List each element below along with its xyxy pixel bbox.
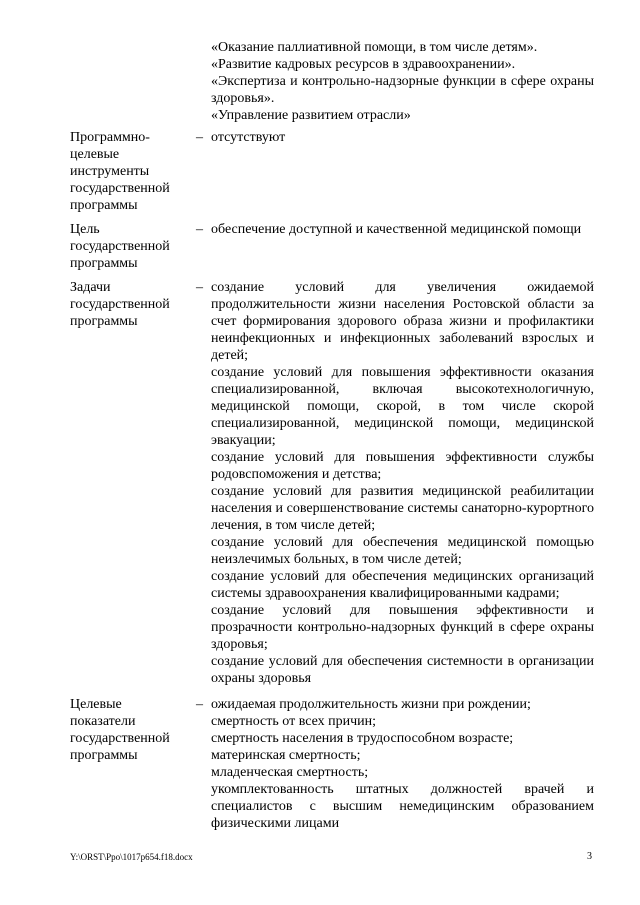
content-item: обеспечение доступной и качественной медицинской помощи bbox=[211, 222, 582, 237]
subprogram-line: «Развитие кадровых ресурсов в здравоохранении». bbox=[211, 57, 516, 72]
content-item: создание условий для повышения эффективности оказания специализированной, включая высокотехнологичную, медицинской помощи, скорой, в том числе скорой специализированной, медицинской помощи, медицинской эвакуации; bbox=[211, 365, 594, 448]
content-item: укомплектованность штатных должностей врачей и специалистов с высшим немедицинским образованием физическими лицами bbox=[211, 782, 594, 831]
subprogram-line: «Управление развитием отрасли» bbox=[211, 108, 411, 123]
section-label: Цель государственной программы bbox=[70, 222, 170, 271]
dash-separator: – bbox=[196, 130, 203, 145]
content-item: создание условий для увеличения ожидаемой продолжительности жизни населения Ростовской области за счет формирования здорового образа жизни и профилактики неинфекционных и инфекционных заболеваний взрослых и детей; bbox=[211, 280, 594, 363]
content-item: создание условий для повышения эффективности службы родовспоможения и детства; bbox=[211, 450, 594, 482]
section-label: Задачи государственной программы bbox=[70, 280, 170, 329]
content-item: материнская смертность; bbox=[211, 748, 361, 763]
content-item: создание условий для обеспечения медицинских организаций системы здравоохранения квалифицированными кадрами; bbox=[211, 569, 594, 601]
section-content bbox=[211, 221, 594, 238]
content-item: создание условий для развития медицинской реабилитации населения и совершенствование системы санаторно-курортного лечения, в том числе детей; bbox=[211, 484, 594, 533]
content-item: создание условий для обеспечения медицинской помощью неизлечимых больных, в том числе детей; bbox=[211, 535, 594, 567]
section-content bbox=[211, 129, 594, 146]
content-item: младенческая смертность; bbox=[211, 765, 369, 780]
dash-separator: – bbox=[196, 280, 203, 295]
content-item: создание условий для повышения эффективности и прозрачности контрольно-надзорных функций в сфере охраны здоровья; bbox=[211, 603, 594, 652]
content-item: ожидаемая продолжительность жизни при рождении; bbox=[211, 697, 531, 712]
content-item: смертность населения в трудоспособном возрасте; bbox=[211, 731, 514, 746]
section-content bbox=[211, 696, 594, 832]
section-content bbox=[211, 279, 594, 687]
section-label: Программно- целевые инструменты государственной программы bbox=[70, 130, 170, 213]
dash-separator: – bbox=[196, 222, 203, 237]
content-item: создание условий для обеспечения системности в организации охраны здоровья bbox=[211, 654, 594, 686]
content-item: смертность от всех причин; bbox=[211, 714, 377, 729]
section-label: Целевые показатели государственной программы bbox=[70, 697, 170, 763]
subprogram-line: «Экспертиза и контрольно-надзорные функции в сфере охраны здоровья». bbox=[211, 74, 594, 106]
content-item: отсутствуют bbox=[211, 130, 286, 145]
page-number: 3 bbox=[587, 851, 592, 862]
dash-separator: – bbox=[196, 697, 203, 712]
subprogram-line: «Оказание паллиативной помощи, в том числе детям». bbox=[211, 40, 538, 55]
footer-file-path: Y:\ORST\Ppo\1017p654.f18.docx bbox=[70, 852, 193, 862]
subprogram-list-continuation bbox=[211, 39, 594, 124]
